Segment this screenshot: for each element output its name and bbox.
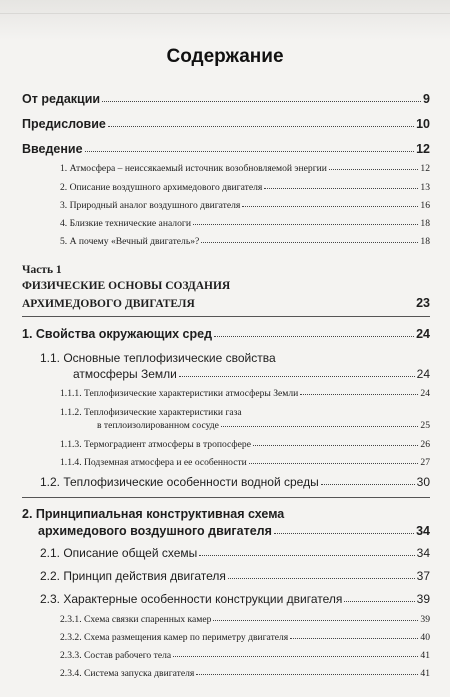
entry-page: 37 xyxy=(416,569,430,583)
toc-entry-intro-1 xyxy=(60,163,430,174)
entry-label: 2. Описание воздушного архимедового двигателя xyxy=(60,182,263,193)
entry-page: 10 xyxy=(416,117,430,131)
entry-page: 24 xyxy=(416,327,430,341)
entry-label: 4. Близкие технические аналоги xyxy=(60,218,191,229)
entry-page: 40 xyxy=(420,632,430,643)
entry-label-line2: атмосферы Земли xyxy=(73,367,177,381)
toc-entry-ch1 xyxy=(22,327,430,341)
entry-page: 39 xyxy=(420,614,430,625)
toc-entry-1-1-2 xyxy=(60,404,242,421)
entry-label: 2.3. Характерные особенности конструкции двигателя xyxy=(40,592,343,606)
entry-label: 2.3.2. Схема размещения камер по периметру двигателя xyxy=(60,632,289,643)
divider xyxy=(22,497,430,498)
page-title: Содержание xyxy=(166,46,284,67)
toc-entry-2-3-3 xyxy=(60,650,430,661)
part1-title-line1: ФИЗИЧЕСКИЕ ОСНОВЫ СОЗДАНИЯ xyxy=(22,280,231,292)
entry-page: 13 xyxy=(420,182,430,193)
leader-dots xyxy=(242,206,418,207)
toc-entry-1-1-3 xyxy=(60,439,430,450)
leader-dots xyxy=(300,394,418,395)
toc-entry-1-1 xyxy=(40,350,276,367)
entry-label: 5. А почему «Вечный двигатель»? xyxy=(60,236,200,247)
entry-page: 34 xyxy=(416,546,430,560)
toc-entry-ch2 xyxy=(22,506,284,523)
part1-title-line2: АРХИМЕДОВОГО ДВИГАТЕЛЯ xyxy=(22,298,195,310)
bleed-line xyxy=(0,13,450,14)
entry-label: 2.3.3. Состав рабочего тела xyxy=(60,650,172,661)
leader-dots xyxy=(173,656,418,657)
toc-entry-2-3 xyxy=(40,592,430,606)
toc-entry-1-2 xyxy=(40,475,430,489)
entry-label: 1.2. Теплофизические особенности водной среды xyxy=(40,475,319,489)
leader-dots xyxy=(253,445,418,446)
leader-dots xyxy=(344,601,414,602)
entry-label: Введение xyxy=(22,142,83,156)
toc-entry-editorial xyxy=(22,92,430,106)
part1-heading xyxy=(22,262,230,294)
entry-label: 1. Атмосфера – неиссякаемый источник возобновляемой энергии xyxy=(60,163,327,174)
toc-entry-intro-2 xyxy=(60,182,430,193)
leader-dots xyxy=(264,188,418,189)
entry-label: 2.2. Принцип действия двигателя xyxy=(40,569,226,583)
entry-page: 25 xyxy=(420,420,430,431)
leader-dots xyxy=(108,126,414,127)
leader-dots xyxy=(249,463,419,464)
entry-page: 18 xyxy=(420,236,430,247)
entry-page: 9 xyxy=(423,92,430,106)
entry-page: 18 xyxy=(420,218,430,229)
leader-dots xyxy=(321,484,415,485)
entry-label: 1.1.4. Подземная атмосфера и ее особенности xyxy=(60,457,247,468)
divider xyxy=(22,316,430,317)
entry-page: 41 xyxy=(420,650,430,661)
entry-label: 3. Природный аналог воздушного двигателя xyxy=(60,200,241,211)
entry-label: 1.1.1. Теплофизические характеристики атмосферы Земли xyxy=(60,388,299,399)
leader-dots xyxy=(213,620,418,621)
leader-dots xyxy=(199,555,414,556)
entry-page: 23 xyxy=(416,296,430,310)
entry-label: 1.1.3. Термоградиент атмосферы в тропосфере xyxy=(60,439,251,450)
toc-entry-2-1 xyxy=(40,546,430,560)
entry-page: 39 xyxy=(416,592,430,606)
part1-label: Часть 1 xyxy=(22,264,62,276)
entry-label: 2.3.4. Система запуска двигателя xyxy=(60,668,195,679)
entry-page: 30 xyxy=(416,475,430,489)
page-bleed-through xyxy=(0,0,450,40)
toc-entry-1-1-4 xyxy=(60,457,430,468)
entry-label-line1: 2. Принципиальная конструктивная схема xyxy=(22,507,285,521)
toc-entry-2-3-2 xyxy=(60,632,430,643)
entry-page: 26 xyxy=(420,439,430,450)
entry-label: Предисловие xyxy=(22,117,106,131)
toc-entry-1-1-1 xyxy=(60,388,430,399)
leader-dots xyxy=(102,101,421,102)
entry-label: 2.3.1. Схема связки спаренных камер xyxy=(60,614,212,625)
leader-dots xyxy=(228,578,415,579)
toc-entry-introduction xyxy=(22,142,430,156)
leader-dots xyxy=(193,224,418,225)
leader-dots xyxy=(196,674,418,675)
entry-page: 12 xyxy=(416,142,430,156)
leader-dots xyxy=(290,638,418,639)
entry-page: 24 xyxy=(416,367,430,381)
entry-label-line2: в теплоизолированном сосуде xyxy=(97,420,219,431)
entry-page: 27 xyxy=(420,457,430,468)
entry-page: 16 xyxy=(420,200,430,211)
entry-page: 12 xyxy=(420,163,430,174)
leader-dots xyxy=(179,376,415,377)
entry-label: От редакции xyxy=(22,92,101,106)
toc-entry-intro-3 xyxy=(60,200,430,211)
entry-label: 1. Свойства окружающих сред xyxy=(22,327,213,341)
toc-entry-2-3-1 xyxy=(60,614,430,625)
toc-entry-preface xyxy=(22,117,430,131)
entry-label-line1: 1.1.2. Теплофизические характеристики газа xyxy=(60,407,242,418)
leader-dots xyxy=(85,151,415,152)
entry-label-line2: архимедового воздушного двигателя xyxy=(38,524,272,538)
toc-entry-intro-5 xyxy=(60,236,430,247)
toc-entry-2-3-4 xyxy=(60,668,430,679)
entry-label-line1: 1.1. Основные теплофизические свойства xyxy=(40,351,276,365)
entry-page: 24 xyxy=(420,388,430,399)
leader-dots xyxy=(201,242,418,243)
entry-page: 41 xyxy=(420,668,430,679)
toc-entry-ch2-cont xyxy=(38,524,430,538)
entry-label: 2.1. Описание общей схемы xyxy=(40,546,198,560)
toc-entry-intro-4 xyxy=(60,218,430,229)
leader-dots xyxy=(274,533,414,534)
toc-entry-part1 xyxy=(22,296,430,310)
toc-entry-1-1-2-cont xyxy=(97,420,430,431)
leader-dots xyxy=(329,169,418,170)
toc-entry-1-1-cont xyxy=(73,367,430,381)
toc-entry-2-2 xyxy=(40,569,430,583)
leader-dots xyxy=(214,336,414,337)
leader-dots xyxy=(221,426,418,427)
entry-page: 34 xyxy=(416,524,430,538)
